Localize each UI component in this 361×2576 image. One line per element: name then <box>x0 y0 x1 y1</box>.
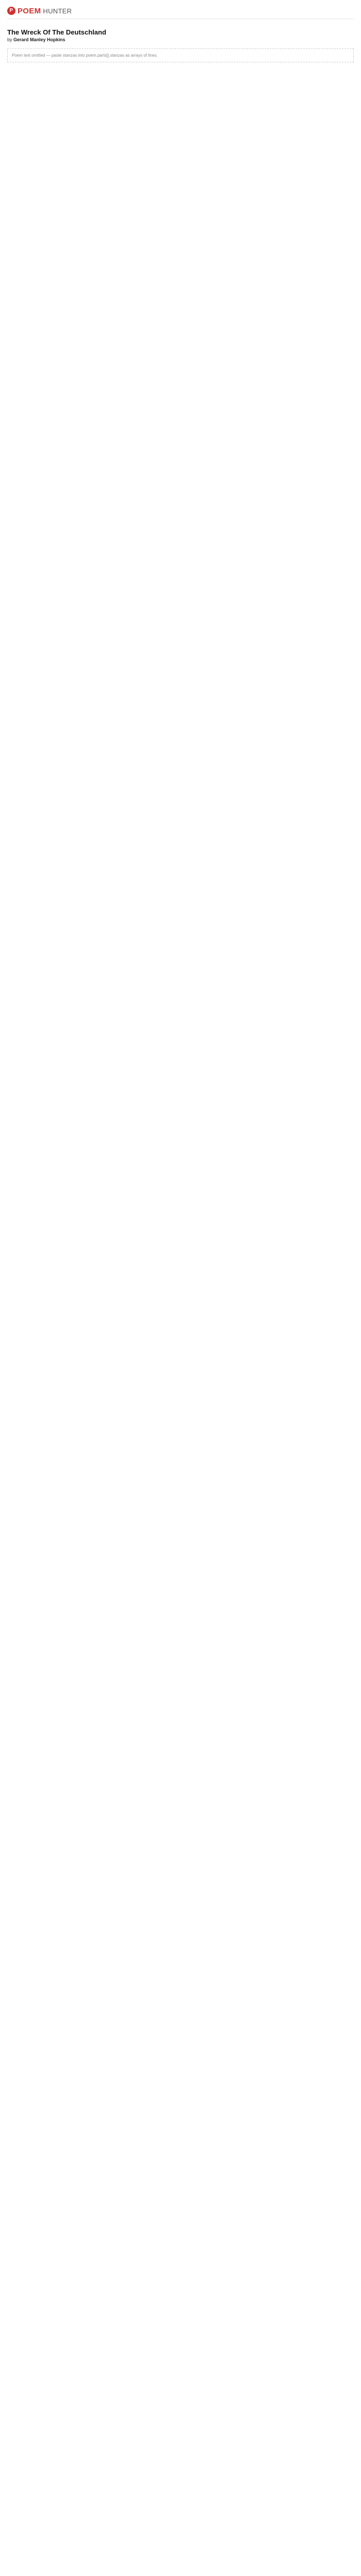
poem-title: The Wreck Of The Deutschland <box>7 28 106 36</box>
site-header <box>7 0 354 19</box>
empty-note: Poem text omitted — paste stanzas into poem.parts[].stanzas as arrays of lines. <box>7 48 354 62</box>
poem-byline <box>7 37 354 42</box>
page <box>0 0 361 90</box>
byline-prefix: by <box>7 37 12 42</box>
logo-icon: P <box>7 7 15 15</box>
poem-header <box>7 28 354 42</box>
logo-suffix: HUNTER <box>43 7 72 15</box>
author-link[interactable]: Gerard Manley Hopkins <box>13 37 65 42</box>
site-logo[interactable] <box>7 7 72 15</box>
logo-text: POEM <box>18 6 41 15</box>
